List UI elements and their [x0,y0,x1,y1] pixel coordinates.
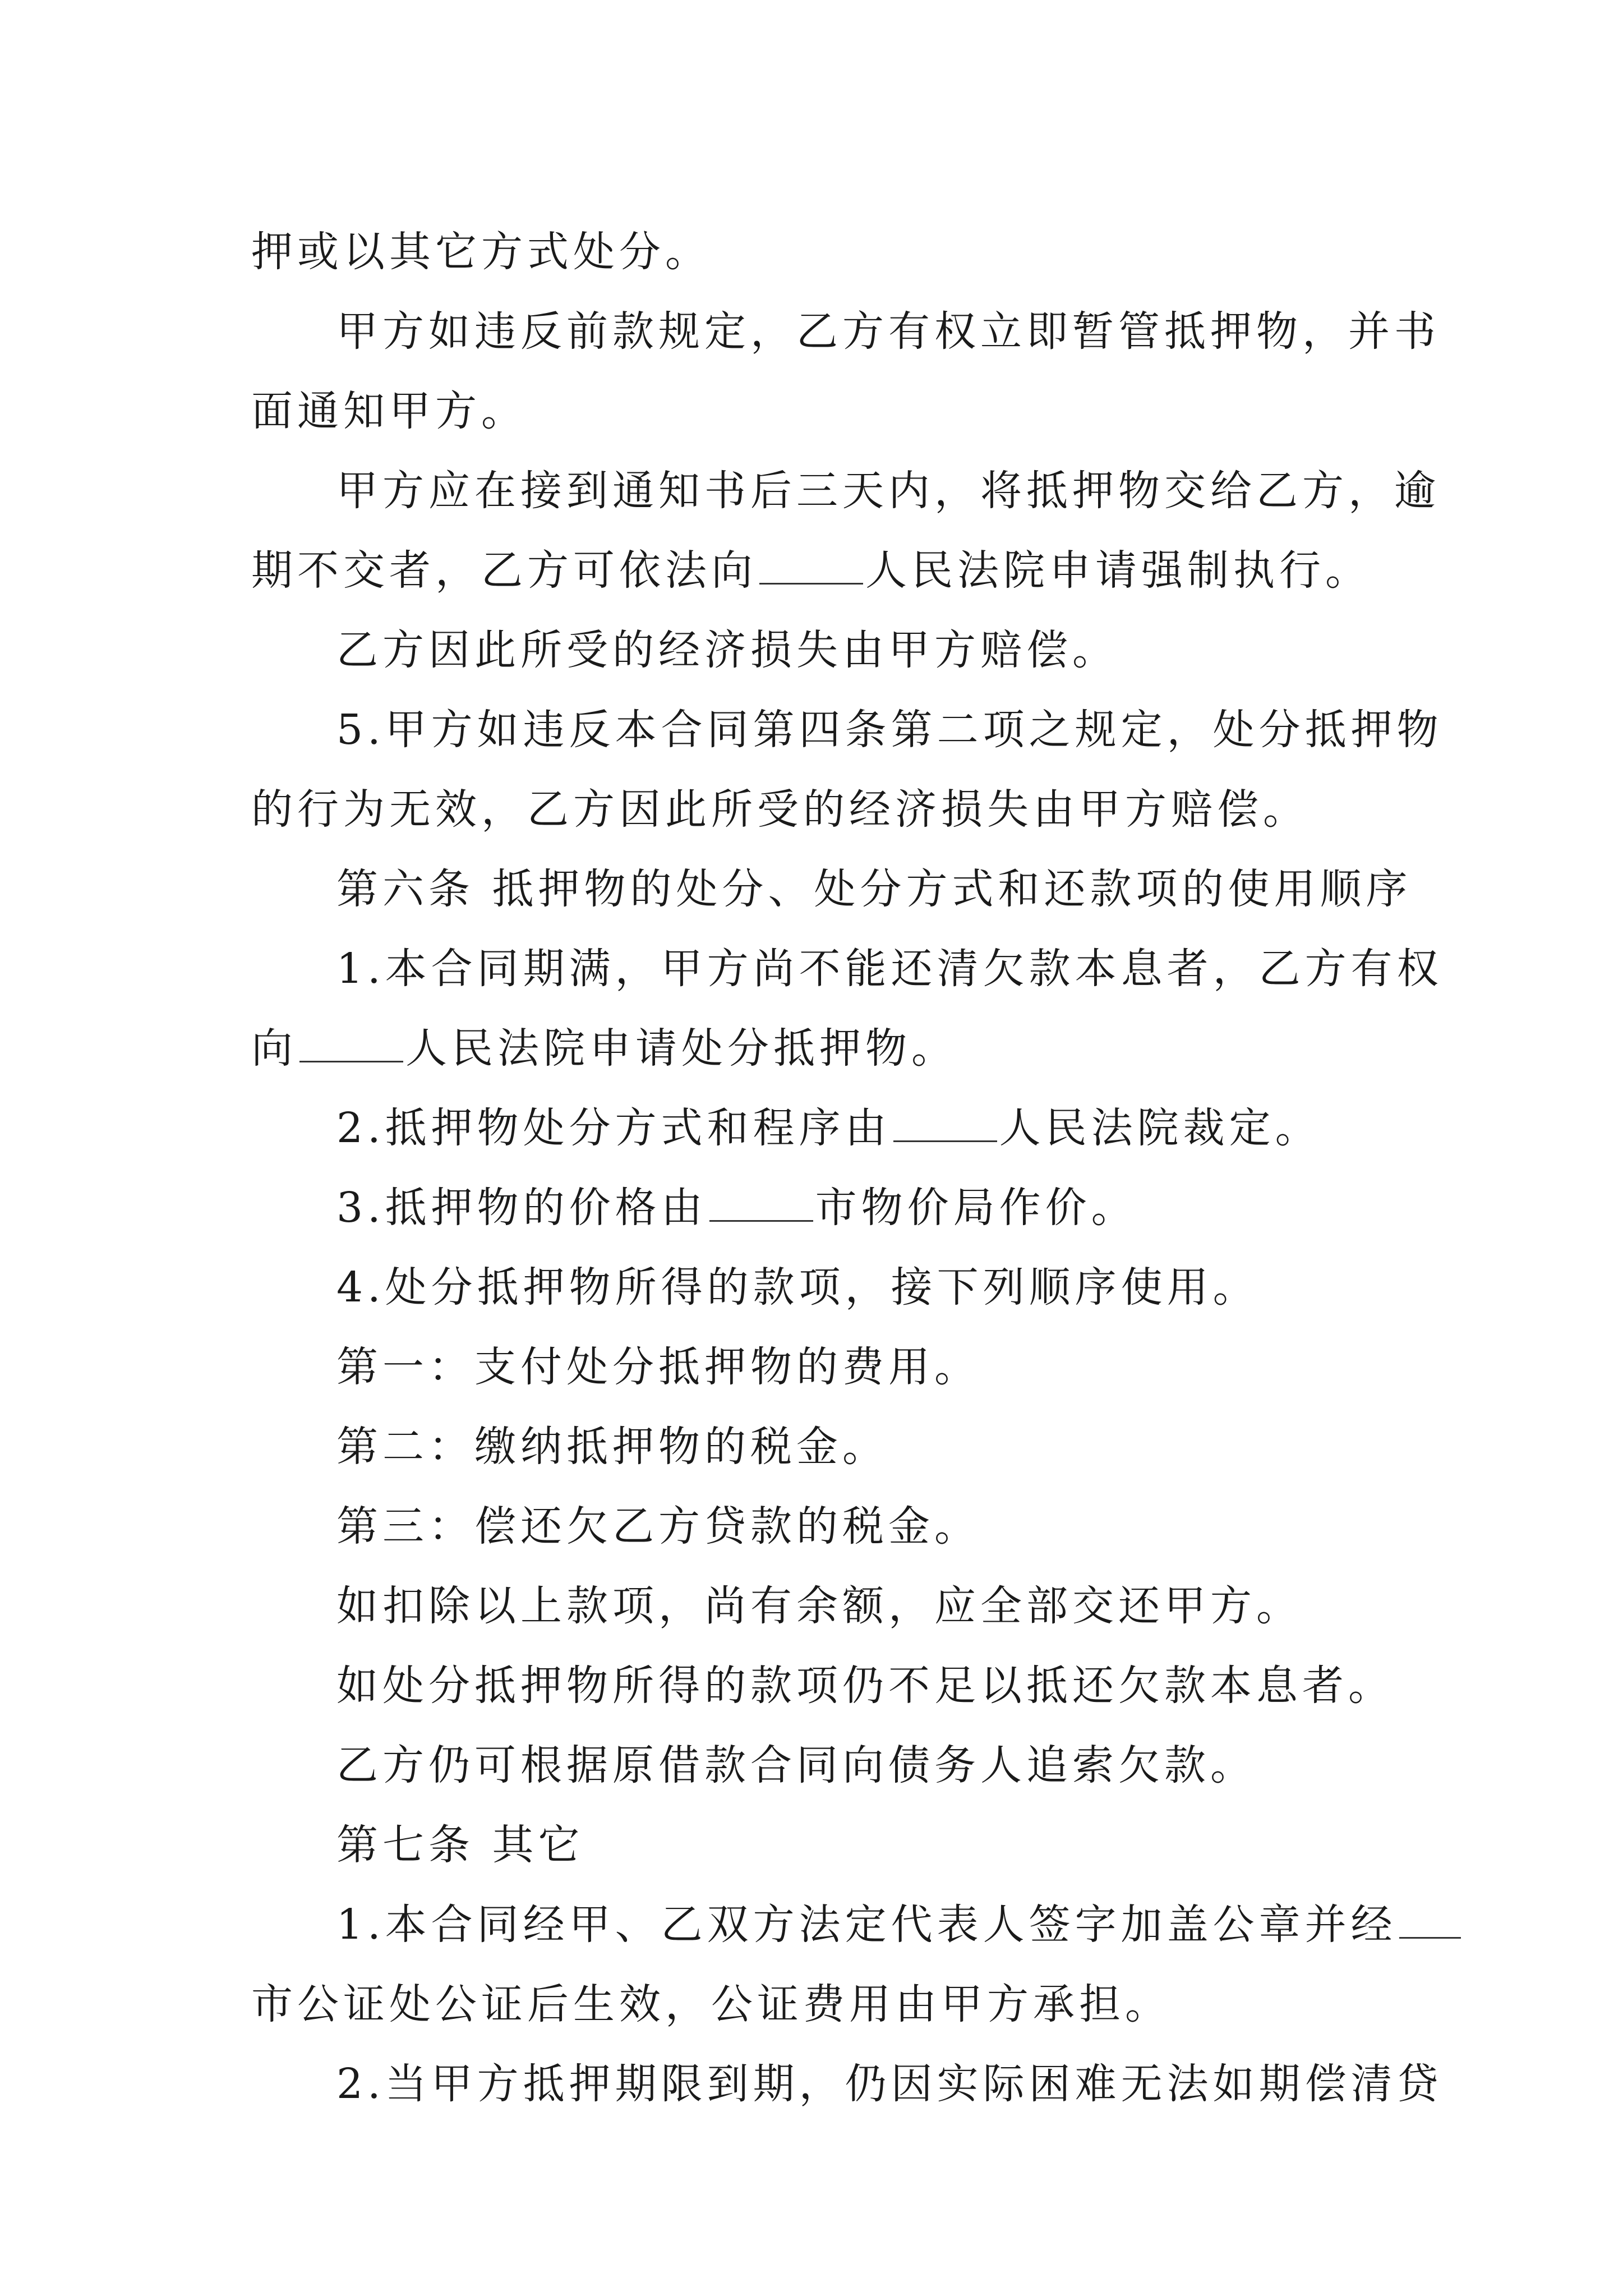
line-text: 市物价局作价。 [815,1184,1137,1232]
line-text: 期不交者，乙方可依法向 [251,546,757,595]
paragraph-line: 押或以其它方式处分。 [251,228,711,276]
fill-in-blank [709,1179,813,1222]
fill-in-blank [893,1099,997,1142]
paragraph-line: 第三：偿还欠乙方贷款的税金。 [336,1502,980,1550]
section-heading: 第七条 其它 [336,1821,584,1869]
paragraph-line: 乙方仍可根据原借款合同向债务人追索欠款。 [336,1741,1256,1789]
paragraph-line: 第二：缴纳抵押物的税金。 [336,1423,888,1471]
paragraph-line: 1.本合同期满，甲方尚不能还清欠款本息者，乙方有权 [336,945,1443,993]
paragraph-line [251,1168,1378,1248]
paragraph-line: 面通知甲方。 [251,387,527,435]
paragraph-line: 乙方因此所受的经济损失由甲方赔偿。 [336,626,1118,674]
paragraph-line: 4.处分抵押物所得的款项，接下列顺序使用。 [336,1263,1259,1312]
line-text: 2.抵押物处分方式和程序由 [336,1104,891,1152]
paragraph-line: 5.甲方如违反本合同第四条第二项之规定，处分抵押物 [336,706,1443,754]
paragraph-line: 如处分抵押物所得的款项仍不足以抵还欠款本息者。 [336,1662,1394,1710]
line-text: 向 [251,1024,297,1073]
paragraph-line [251,531,1378,610]
paragraph-line: 甲方如违反前款规定，乙方有权立即暂管抵押物，并书 [336,307,1440,356]
paragraph-line [251,1009,1378,1088]
fill-in-blank [299,1019,403,1062]
paragraph-line: 2.当甲方抵押期限到期，仍因实际困难无法如期偿清贷 [336,2060,1443,2108]
paragraph-line: 如扣除以上款项，尚有余额，应全部交还甲方。 [336,1582,1302,1630]
paragraph-line: 市公证处公证后生效，公证费用由甲方承担。 [251,1980,1171,2028]
paragraph-line [251,1885,1397,1964]
document-body [251,212,1443,2124]
fill-in-blank [759,541,863,585]
line-text: 1.本合同经甲、乙双方法定代表人签字加盖公章并经 [336,1901,1397,1949]
fill-in-blank [1399,1895,1461,1939]
line-text: 人民法院申请强制执行。 [865,546,1371,595]
paragraph-line [251,1088,1378,1168]
paragraph-line: 第一：支付处分抵押物的费用。 [336,1343,980,1391]
line-text: 人民法院裁定。 [999,1104,1321,1152]
line-text: 人民法院申请处分抵押物。 [405,1024,957,1073]
line-text: 3.抵押物的价格由 [336,1184,707,1232]
paragraph-line: 的行为无效，乙方因此所受的经济损失由甲方赔偿。 [251,785,1309,834]
section-heading: 第六条 抵押物的处分、处分方式和还款项的使用顺序 [336,865,1412,913]
paragraph-line: 甲方应在接到通知书后三天内，将抵押物交给乙方，逾 [336,467,1440,515]
